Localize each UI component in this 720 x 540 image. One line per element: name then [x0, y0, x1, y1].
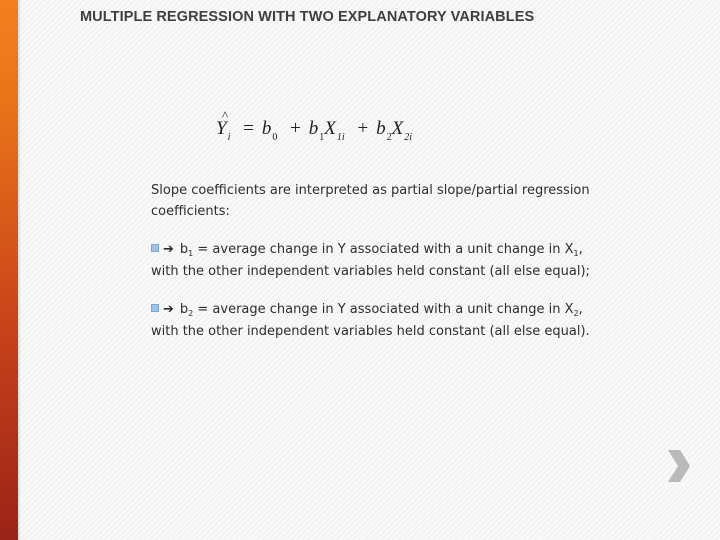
formula-b2: b	[376, 118, 386, 139]
chevron-right-svg	[664, 446, 694, 486]
formula-x2: X	[391, 118, 404, 139]
bullet-b1-text-a: = average change in Y associated with a unit change in X	[193, 242, 574, 257]
slide-title: MULTIPLE REGRESSION WITH TWO EXPLANATORY VARIABLES	[80, 9, 535, 25]
bullet-b1-var-sub: 1	[188, 249, 194, 258]
arrow-right-icon: ➔	[163, 242, 174, 257]
bullet-b1-var: b	[179, 242, 189, 257]
formula-x1-sub: 1i	[336, 132, 345, 143]
y-hat	[216, 108, 229, 140]
chevron-right-icon[interactable]	[664, 446, 694, 486]
bullet-b2	[151, 299, 591, 342]
left-accent-bar	[0, 0, 18, 540]
formula-equals: =	[243, 118, 254, 139]
hat-mark: ^	[222, 108, 229, 123]
bullet-b2-text-b: , with the other independent variables held constant (all else equal).	[151, 302, 590, 339]
formula-b2-sub: 2	[386, 132, 392, 143]
left-accent-shadow	[18, 0, 21, 540]
bullet-b2-text-a: = average change in Y associated with a unit change in X	[193, 302, 574, 317]
formula-b1-sub: 1	[319, 132, 325, 143]
formula-plus-2: +	[357, 118, 369, 139]
formula-x2-sub: 2i	[404, 132, 413, 143]
bullet-b1	[151, 239, 591, 282]
formula-lhs: Y	[216, 118, 227, 139]
formula-b0-sub: 0	[272, 132, 278, 143]
slide-body	[151, 180, 591, 359]
formula-lhs-sub: i	[227, 132, 231, 143]
regression-formula	[216, 108, 413, 143]
intro-paragraph: Slope coefficients are interpreted as partial slope/partial regression coefficients:	[151, 183, 590, 219]
formula-x1: X	[324, 118, 336, 139]
bullet-b2-var-sub: 2	[188, 309, 194, 318]
bullet-square-icon	[151, 304, 159, 312]
bullet-b1-text-b: , with the other independent variables held constant (all else equal);	[151, 242, 590, 279]
bullet-b1-x-sub: 1	[573, 249, 579, 258]
bullet-b2-var: b	[179, 302, 189, 317]
formula-b1: b	[308, 118, 319, 139]
bullet-square-icon	[151, 244, 159, 252]
formula-plus-1: +	[290, 118, 301, 139]
formula-b0: b	[261, 118, 272, 139]
bullet-b2-x-sub: 2	[573, 309, 579, 318]
arrow-right-icon: ➔	[163, 302, 174, 317]
